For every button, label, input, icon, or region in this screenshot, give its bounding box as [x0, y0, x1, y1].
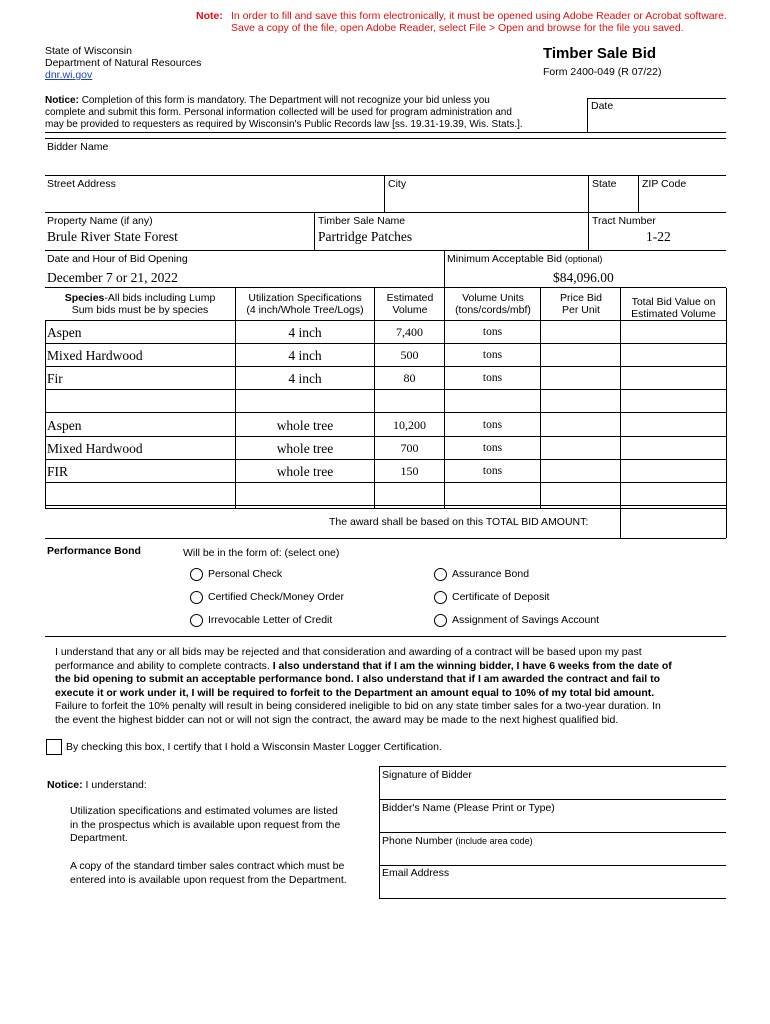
phone-field[interactable]: [381, 848, 725, 864]
state-label: State: [592, 178, 617, 190]
util-spec-cell[interactable]: 4 inch: [288, 371, 322, 386]
notice2-para2: A copy of the standard timber sales contract which must be entered into is available upon request from the Department.: [70, 860, 347, 886]
notice2-para1: Utilization specifications and estimated volumes are listed in the prospectus which is available upon request from the Department.: [70, 805, 341, 844]
volume-units-cell[interactable]: tons: [482, 326, 503, 338]
state-field[interactable]: [589, 190, 637, 210]
opening-field[interactable]: December 7 or 21, 2022: [47, 270, 178, 285]
radio-letter-of-credit[interactable]: [190, 614, 203, 627]
species-header: Species-All bids including Lump Sum bids must be by species: [64, 292, 216, 316]
util-spec-cell[interactable]: [236, 390, 374, 413]
est-volume-cell[interactable]: 500: [400, 348, 419, 362]
price-bid-cell[interactable]: [541, 460, 620, 483]
option-assurance-bond: Assurance Bond: [452, 568, 530, 580]
species-cell[interactable]: Fir: [47, 371, 63, 386]
phone-label: Phone Number (include area code): [382, 835, 533, 847]
radio-savings-account[interactable]: [434, 614, 447, 627]
electronic-note-line1: In order to fill and save this form electronically, it must be opened using Adobe Reader or Acrobat software.: [231, 10, 727, 22]
species-cell[interactable]: [47, 390, 233, 413]
radio-certified-check[interactable]: [190, 591, 203, 604]
bidder-print-name-label: Bidder's Name (Please Print or Type): [382, 802, 555, 814]
price-bid-cell[interactable]: [541, 367, 620, 390]
total-value-cell[interactable]: [621, 460, 725, 483]
bidder-name-label: Bidder Name: [47, 141, 109, 153]
sale-name-label: Timber Sale Name: [318, 215, 406, 227]
price-bid-cell[interactable]: [541, 321, 620, 344]
species-cell[interactable]: [47, 483, 233, 506]
email-field[interactable]: [381, 880, 725, 896]
price-bid-cell[interactable]: [541, 483, 620, 506]
price-bid-cell[interactable]: [541, 437, 620, 460]
price-bid-cell[interactable]: [541, 414, 620, 437]
total-bid-label: The award shall be based on this TOTAL BID AMOUNT:: [329, 516, 589, 528]
table-row-divider: [45, 505, 726, 506]
species-cell[interactable]: Mixed Hardwood: [47, 348, 143, 363]
volume-units-cell[interactable]: tons: [482, 349, 503, 361]
property-field[interactable]: Brule River State Forest: [47, 229, 178, 244]
est-volume-cell[interactable]: [375, 390, 444, 413]
species-cell[interactable]: FIR: [47, 464, 69, 479]
notice-text: Notice: Completion of this form is mandatory. The Department will not recognize your bid unless you complete and submit this form. Personal information collected will be used for program administration and may be provided to requesters as required by Wisconsin's Public Records law [ss. 19.31-19.39, Wis. Stats.].: [45, 95, 523, 130]
email-label: Email Address: [382, 867, 450, 879]
species-cell[interactable]: Mixed Hardwood: [47, 441, 143, 456]
agency-dept: Department of Natural Resources: [45, 57, 202, 69]
table-row-divider: [45, 412, 726, 413]
est-volume-header: Estimated Volume: [386, 292, 434, 316]
volume-units-cell[interactable]: [445, 483, 540, 506]
opening-label: Date and Hour of Bid Opening: [47, 253, 188, 265]
total-value-cell[interactable]: [621, 414, 725, 437]
zip-field[interactable]: [639, 190, 725, 210]
radio-personal-check[interactable]: [190, 568, 203, 581]
price-bid-cell[interactable]: [541, 344, 620, 367]
zip-label: ZIP Code: [642, 178, 687, 190]
total-value-cell[interactable]: [621, 344, 725, 367]
est-volume-cell[interactable]: 7,400: [396, 325, 423, 339]
tract-label: Tract Number: [592, 215, 656, 227]
est-volume-cell[interactable]: 150: [400, 464, 419, 478]
min-bid-label: Minimum Acceptable Bid (optional): [447, 253, 603, 265]
radio-assurance-bond[interactable]: [434, 568, 447, 581]
util-spec-cell[interactable]: 4 inch: [288, 325, 322, 340]
volume-units-cell[interactable]: tons: [482, 465, 503, 477]
est-volume-cell[interactable]: [375, 483, 444, 506]
street-label: Street Address: [47, 178, 116, 190]
option-certified-check: Certified Check/Money Order: [208, 591, 344, 603]
date-field[interactable]: [588, 112, 725, 132]
option-letter-of-credit: Irrevocable Letter of Credit: [208, 614, 333, 626]
util-spec-cell[interactable]: whole tree: [276, 464, 334, 479]
option-personal-check: Personal Check: [208, 568, 283, 580]
property-label: Property Name (if any): [47, 215, 153, 227]
volume-units-cell[interactable]: tons: [482, 419, 503, 431]
total-value-cell[interactable]: [621, 367, 725, 390]
tract-field[interactable]: 1-22: [646, 229, 671, 244]
total-value-cell[interactable]: [621, 437, 725, 460]
form-number: Form 2400-049 (R 07/22): [543, 66, 662, 78]
bidder-name-field[interactable]: [46, 153, 726, 173]
price-header: Price Bid Per Unit: [559, 292, 602, 316]
total-value-cell[interactable]: [621, 321, 725, 344]
total-bid-field[interactable]: [621, 510, 725, 537]
util-spec-cell[interactable]: 4 inch: [288, 348, 322, 363]
city-field[interactable]: [386, 190, 586, 210]
bond-prompt: Will be in the form of: (select one): [183, 547, 340, 559]
volume-units-cell[interactable]: tons: [482, 442, 503, 454]
price-bid-cell[interactable]: [541, 390, 620, 413]
agency-website-link[interactable]: dnr.wi.gov: [45, 69, 93, 81]
signature-label: Signature of Bidder: [382, 769, 472, 781]
total-header: Total Bid Value on Estimated Volume: [631, 296, 716, 320]
option-certificate-deposit: Certificate of Deposit: [452, 591, 550, 603]
total-value-cell[interactable]: [621, 483, 725, 506]
certify-text: By checking this box, I certify that I hold a Wisconsin Master Logger Certification.: [66, 741, 442, 753]
option-savings-account: Assignment of Savings Account: [452, 614, 600, 626]
radio-certificate-deposit[interactable]: [434, 591, 447, 604]
signature-field[interactable]: [381, 782, 725, 798]
electronic-note-line2: Save a copy of the file, open Adobe Reader, select File > Open and browse for the file you saved.: [231, 22, 684, 34]
master-logger-checkbox[interactable]: [46, 739, 62, 755]
statement-paragraph: I understand that any or all bids may be rejected and that consideration and awarding of a contract will be based upon my past performance and ability to complete contracts. I also understand that if I am the winning bidder, I have 6 weeks from the date of the bid opening to submit an acceptable performance bond. I also understand that if I am awarded the contract and fail to execute it or work under it, I will be required to forfeit to the Department an amount equal to 10% of my total bid amount. Failure to forfeit the 10% penalty will result in being considered ineligible to bid on any state timber sales for a two-year duration. In the event the highest bidder can not or will not sign the contract, the award may be made to the next highest qualified bid.: [55, 646, 672, 726]
util-spec-cell[interactable]: whole tree: [276, 418, 334, 433]
volume-units-cell[interactable]: tons: [482, 372, 503, 384]
min-bid-field[interactable]: $84,096.00: [553, 270, 614, 285]
electronic-note: Note:: [196, 10, 223, 22]
util-spec-cell[interactable]: whole tree: [276, 441, 334, 456]
est-volume-cell[interactable]: 80: [403, 371, 416, 385]
species-cell[interactable]: Aspen: [47, 418, 82, 433]
bidder-print-name-field[interactable]: [381, 815, 725, 831]
util-header: Utilization Specifications (4 inch/Whole Tree/Logs): [246, 292, 364, 316]
volume-units-cell[interactable]: [445, 390, 540, 413]
city-label: City: [388, 178, 407, 190]
date-label: Date: [591, 100, 614, 112]
notice2-heading: Notice: I understand:: [47, 779, 147, 791]
agency-state: State of Wisconsin: [45, 45, 132, 57]
units-header: Volume Units (tons/cords/mbf): [455, 292, 531, 316]
est-volume-cell[interactable]: 700: [400, 441, 419, 455]
util-spec-cell[interactable]: [236, 483, 374, 506]
est-volume-cell[interactable]: 10,200: [393, 418, 426, 432]
sale-name-field[interactable]: Partridge Patches: [318, 229, 413, 244]
form-title: Timber Sale Bid: [543, 45, 657, 62]
total-value-cell[interactable]: [621, 390, 725, 413]
bond-label: Performance Bond: [47, 545, 141, 557]
street-field[interactable]: [46, 190, 383, 210]
species-cell[interactable]: Aspen: [47, 325, 82, 340]
